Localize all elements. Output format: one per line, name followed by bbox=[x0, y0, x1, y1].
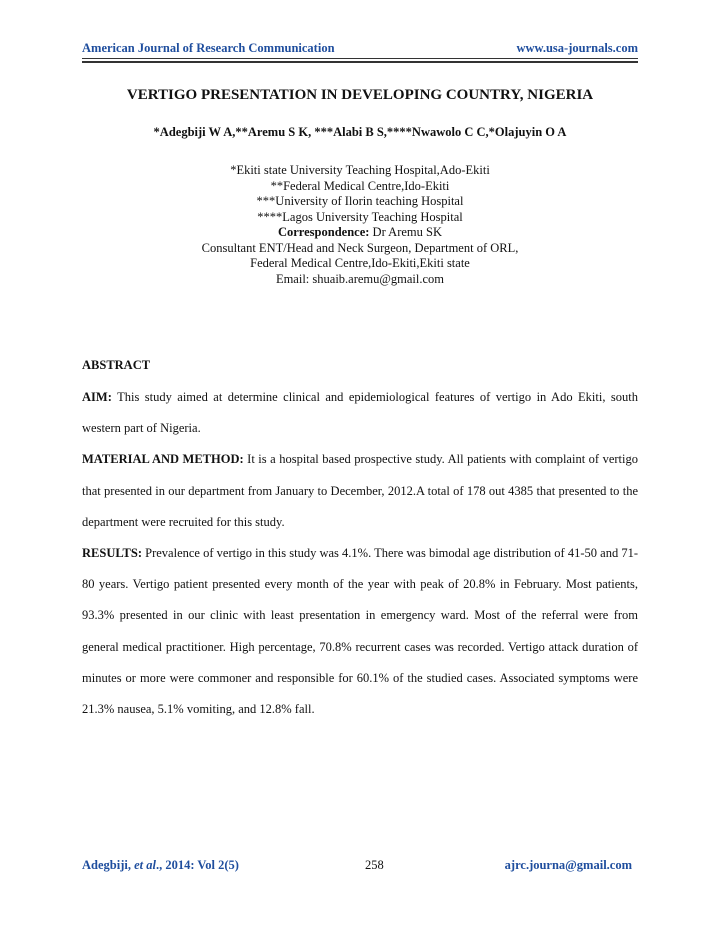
affiliation-1: *Ekiti state University Teaching Hospital,Ado-Ekiti bbox=[230, 163, 490, 177]
footer-citation bbox=[82, 858, 239, 873]
footer-email-link[interactable]: ajrc.journa@gmail.com bbox=[504, 858, 632, 872]
results-label: RESULTS: bbox=[82, 546, 142, 561]
affiliation-2: **Federal Medical Centre,Ido-Ekiti bbox=[270, 178, 450, 193]
method-text: It is a hospital based prospective study. All patients with complaint of vertigo that presented in our department from January to December, 2012.A total of 178 out 4385 that presented to the department were recruited for this study. bbox=[82, 452, 638, 529]
header-rule-thick bbox=[82, 61, 638, 63]
abstract-method-paragraph bbox=[82, 444, 638, 538]
page-footer bbox=[82, 858, 638, 878]
correspondence-name: Dr Aremu SK bbox=[369, 225, 442, 239]
abstract-heading: ABSTRACT bbox=[82, 358, 151, 372]
abstract-aim-paragraph bbox=[82, 382, 638, 444]
aim-label: AIM: bbox=[82, 390, 112, 404]
author-list: *Adegbiji W A,**Aremu S K, ***Alabi B S,****Nwawolo C C,*Olajuyin O A bbox=[153, 125, 567, 139]
correspondent-email[interactable]: Email: shuaib.aremu@gmail.com bbox=[275, 271, 445, 286]
citation-author: Adegbiji, bbox=[82, 858, 135, 872]
affiliations-block bbox=[82, 163, 638, 287]
affiliation-4: ****Lagos University Teaching Hospital bbox=[257, 209, 463, 224]
correspondence-label: Correspondence: bbox=[277, 225, 370, 239]
header-rule-thin bbox=[82, 58, 638, 59]
correspondence-line bbox=[82, 225, 638, 241]
citation-etal: et al bbox=[134, 858, 156, 872]
method-label: MATERIAL AND METHOD: bbox=[82, 452, 244, 467]
abstract-results-paragraph bbox=[82, 538, 638, 725]
correspondent-institution: Federal Medical Centre,Ido-Ekiti,Ekiti state bbox=[250, 256, 470, 270]
article-title: VERTIGO PRESENTATION IN DEVELOPING COUNTRY, NIGERIA bbox=[126, 87, 594, 103]
results-text: Prevalence of vertigo in this study was 4.1%. There was bimodal age distribution of 41-50 and 71-80 years. Vertigo patient presented every month of the year with peak of 20.8% in February. Most patients, 93.3% presented in our clinic with least presentation in emergency ward. Most of the referral were from general medical practitioner. High percentage, 70.8% recurrent cases was recorded. Vertigo attack duration of minutes or more were commoner and responsible for 60.1% of the studied cases. Associated symptoms were 21.3% nausea, 5.1% vomiting, and 12.8% fall. bbox=[82, 546, 638, 717]
citation-volume: ., 2014: Vol 2(5) bbox=[155, 858, 239, 872]
correspondent-position: Consultant ENT/Head and Neck Surgeon, Department of ORL, bbox=[201, 240, 519, 255]
page-number: 258 bbox=[365, 858, 384, 872]
journal-website-link[interactable]: www.usa-journals.com bbox=[516, 41, 638, 55]
aim-text: This study aimed at determine clinical and epidemiological features of vertigo in Ado Ekiti, south western part of Nigeria. bbox=[82, 390, 638, 436]
abstract-body bbox=[82, 382, 638, 725]
affiliation-3: ***University of Ilorin teaching Hospital bbox=[256, 194, 464, 208]
journal-name: American Journal of Research Communication bbox=[82, 41, 335, 55]
